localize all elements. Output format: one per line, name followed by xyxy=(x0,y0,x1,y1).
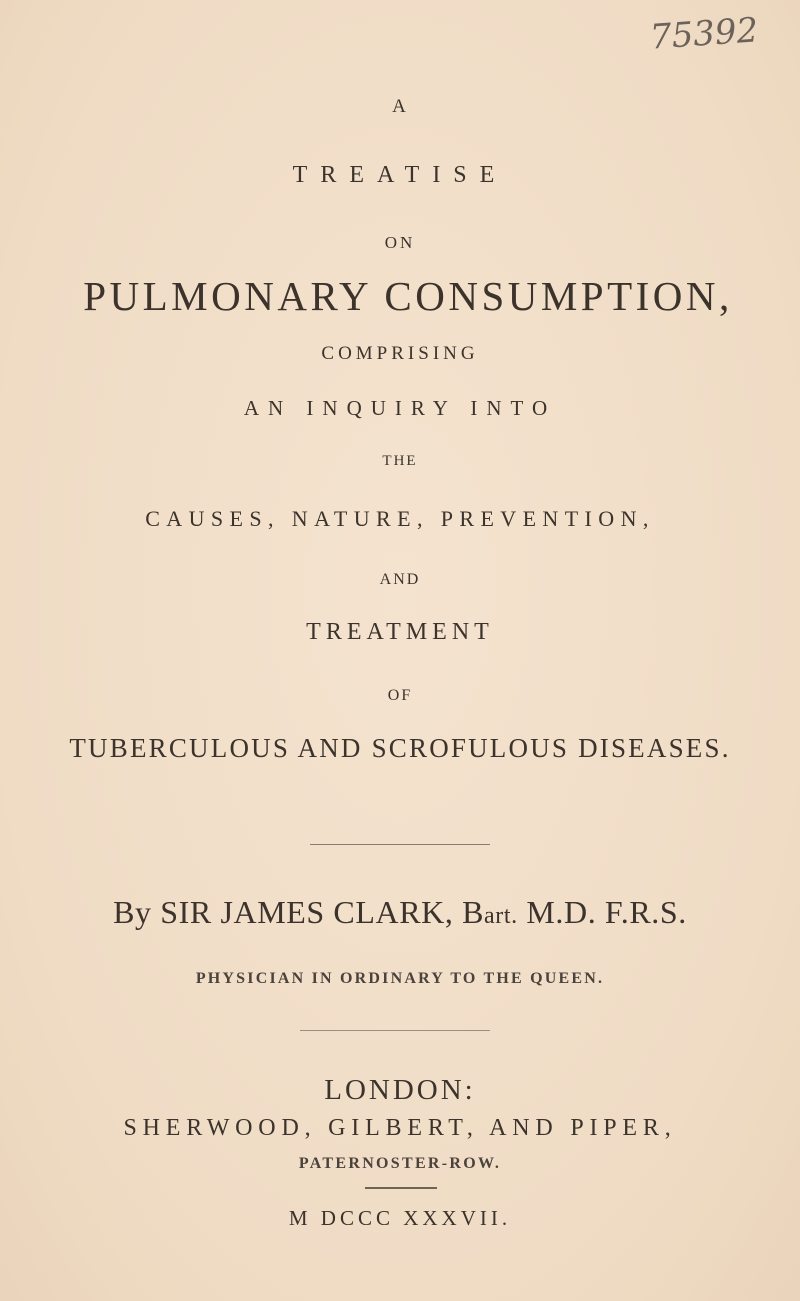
title-diseases: TUBERCULOUS AND SCROFULOUS DISEASES. xyxy=(69,733,731,763)
author-position: PHYSICIAN IN ORDINARY TO THE QUEEN. xyxy=(195,970,605,987)
title-subject: PULMONARY CONSUMPTION, xyxy=(83,273,733,319)
title-the: THE xyxy=(382,453,418,469)
title-causes: CAUSES, NATURE, PREVENTION, xyxy=(145,506,655,531)
title-on: ON xyxy=(384,233,416,252)
author-bart-initial: B xyxy=(462,894,485,930)
author-degrees: M.D. F.R.S. xyxy=(526,894,687,930)
divider-rule xyxy=(300,1030,490,1031)
handwritten-shelfmark: 75392 xyxy=(648,10,760,58)
title-of: OF xyxy=(387,687,413,704)
title-comprising: COMPRISING xyxy=(321,343,479,364)
imprint-date: M DCCC XXXVII. xyxy=(288,1206,512,1230)
imprint-address: PATERNOSTER-ROW. xyxy=(298,1155,502,1172)
author-by: By xyxy=(113,894,152,930)
title-treatise: TREATISE xyxy=(292,162,508,188)
author-name: SIR JAMES CLARK, xyxy=(160,894,454,930)
author-line xyxy=(0,896,800,928)
divider-rule xyxy=(310,844,490,845)
divider-rule xyxy=(365,1187,437,1189)
title-treatment: TREATMENT xyxy=(306,619,494,645)
title-article: A xyxy=(392,96,408,117)
title-inquiry: AN INQUIRY INTO xyxy=(243,396,557,420)
author-bart-rest: art. xyxy=(484,903,518,929)
title-and: AND xyxy=(379,571,421,588)
imprint-publisher: SHERWOOD, GILBERT, AND PIPER, xyxy=(123,1115,677,1141)
imprint-place: LONDON: xyxy=(324,1074,476,1106)
